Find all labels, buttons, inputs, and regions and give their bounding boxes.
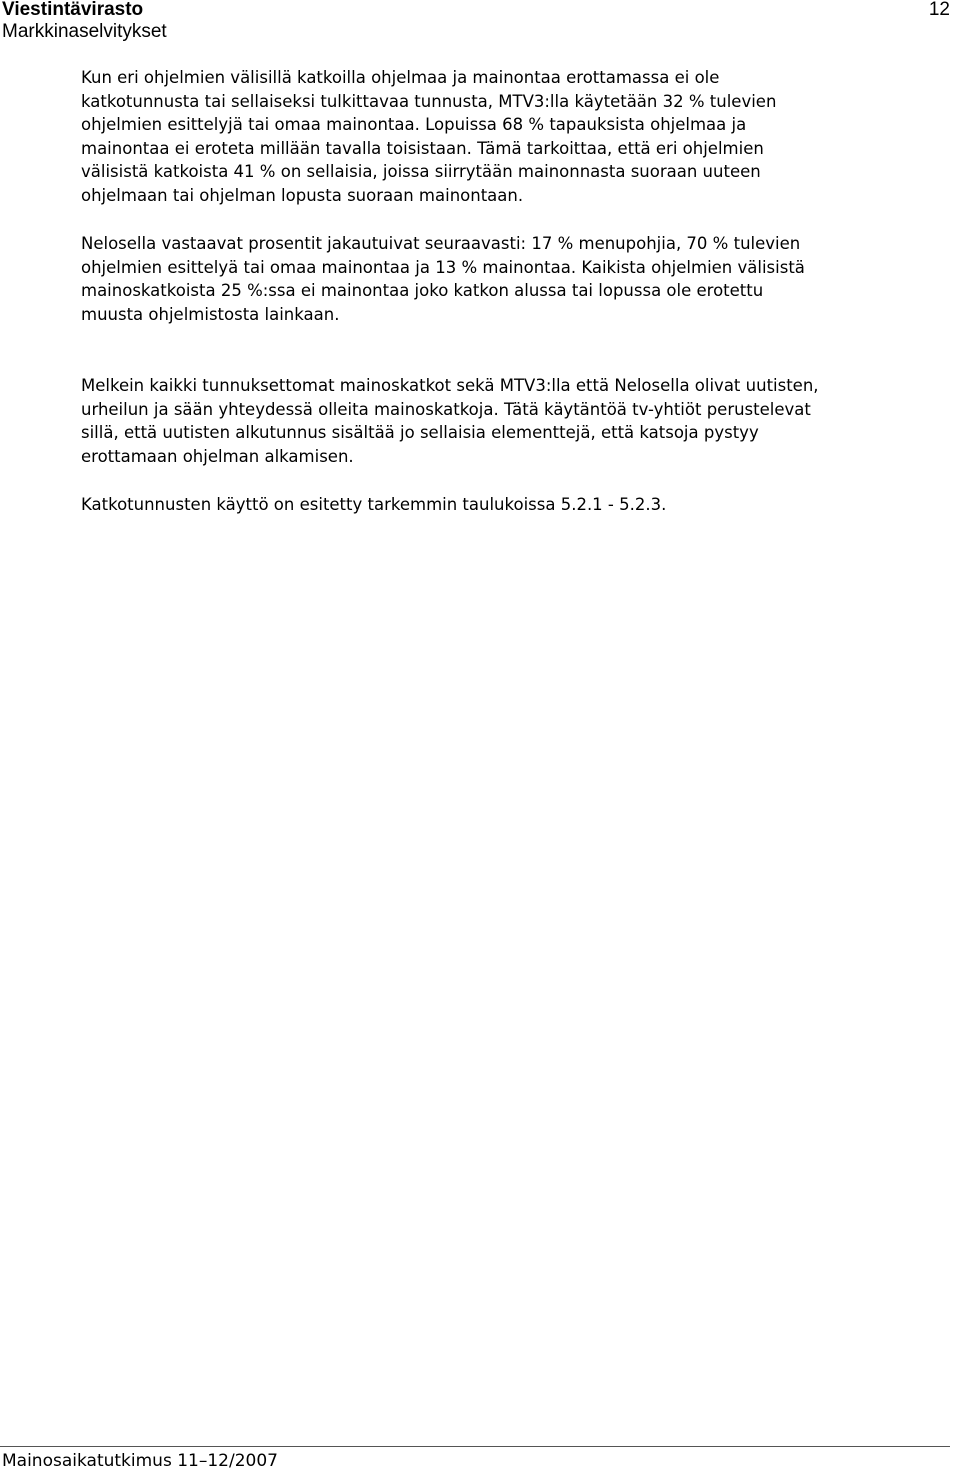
text-line: ohjelmien esittelyä tai omaa mainontaa ja 13 % mainontaa. Kaikista ohjelmien välisistä <box>81 257 805 277</box>
page-number: 12 <box>928 0 950 20</box>
organization-name: Viestintävirasto <box>2 0 144 20</box>
text-line: Nelosella vastaavat prosentit jakautuivat seuraavasti: 17 % menupohjia, 70 % tulevien <box>81 234 801 253</box>
document-subtitle: Markkinaselvitykset <box>2 21 167 42</box>
paragraph <box>81 374 951 468</box>
text-line: muusta ohjelmistosta lainkaan. <box>81 304 340 324</box>
text-line: Katkotunnusten käyttö on esitetty tarkemmin taulukoissa 5.2.1 - 5.2.3. <box>81 495 667 514</box>
text-line: ohjelmien esittelyjä tai omaa mainontaa. Lopuissa 68 % tapauksista ohjelmaa ja <box>81 115 747 134</box>
text-line: sillä, että uutisten alkutunnus sisältää jo sellaisia elementtejä, että katsoja pystyy <box>81 423 759 442</box>
paragraph <box>81 493 951 517</box>
text-line: urheilun ja sään yhteydessä olleita mainoskatkoja. Tätä käytäntöä tv-yhtiöt perustelevat <box>81 399 811 419</box>
text-line: Kun eri ohjelmien välisillä katkoilla ohjelmaa ja mainontaa erottamassa ei ole <box>81 68 720 87</box>
paragraph <box>81 232 951 326</box>
text-line: Melkein kaikki tunnuksettomat mainoskatkot sekä MTV3:lla että Nelosella olivat uutisten, <box>81 376 819 395</box>
text-line: katkotunnusta tai sellaiseksi tulkittavaa tunnusta, MTV3:lla käytetään 32 % tulevien <box>81 91 777 111</box>
text-line: erottamaan ohjelman alkamisen. <box>81 446 354 466</box>
text-line: mainoskatkoista 25 %:ssa ei mainontaa joko katkon alussa tai lopussa ole erotettu <box>81 281 764 300</box>
paragraph <box>81 66 951 207</box>
text-line: välisistä katkoista 41 % on sellaisia, joissa siirrytään mainonnasta suoraan uuteen <box>81 162 761 181</box>
footer-title: Mainosaikatutkimus 11–12/2007 <box>2 1451 278 1471</box>
footer-divider <box>0 1446 950 1447</box>
text-line: ohjelmaan tai ohjelman lopusta suoraan mainontaan. <box>81 185 524 205</box>
text-line: mainontaa ei eroteta millään tavalla toisistaan. Tämä tarkoittaa, että eri ohjelmien <box>81 138 764 158</box>
body-text <box>81 66 951 517</box>
